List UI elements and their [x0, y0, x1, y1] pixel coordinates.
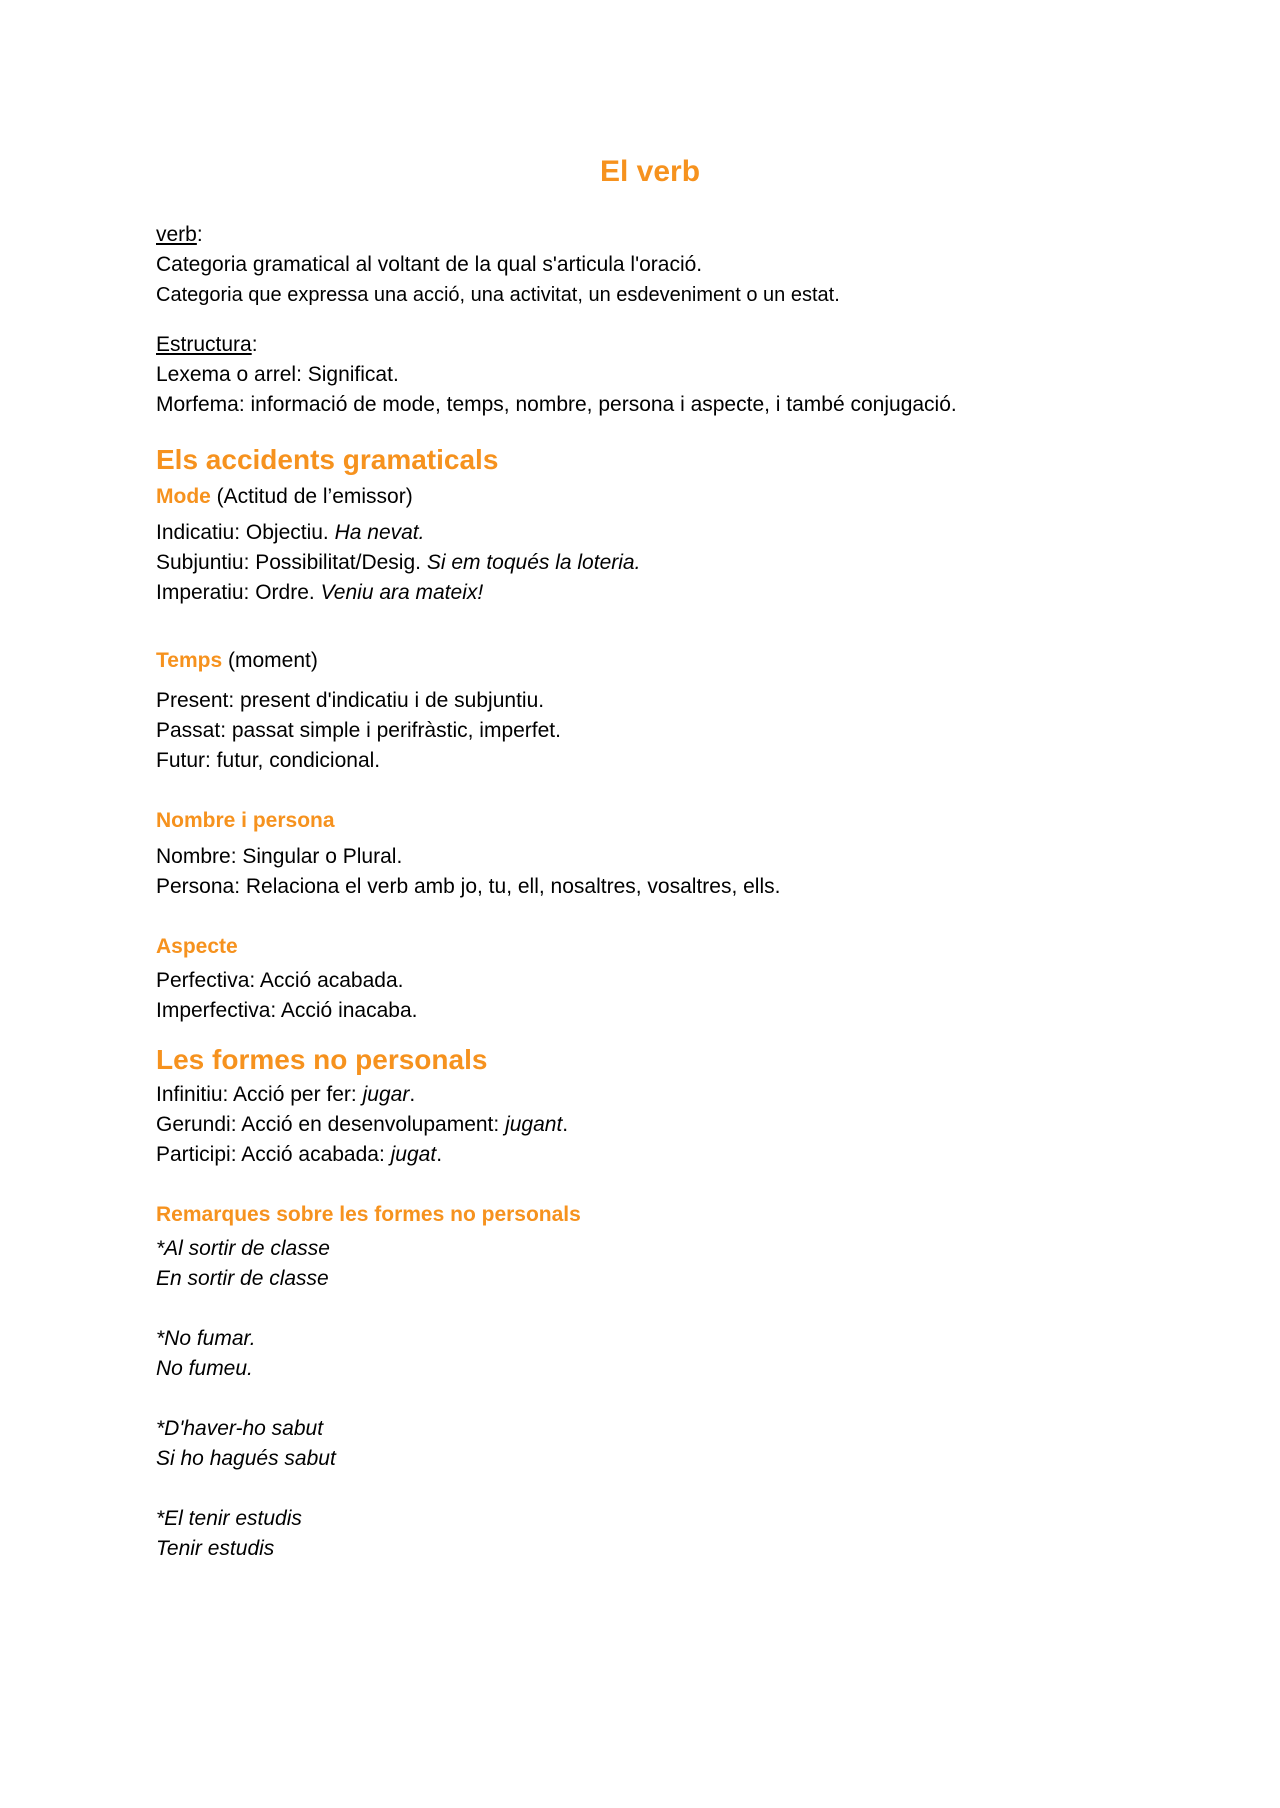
formes-item: Infinitiu: Acció per fer: jugar.: [156, 1083, 416, 1106]
formes-item: Participi: Acció acabada: jugat.: [156, 1143, 443, 1166]
mode-item: Imperatiu: Ordre. Veniu ara mateix!: [156, 581, 484, 604]
document-page: [156, 150, 1136, 1564]
aspecte-heading-line: [156, 932, 1136, 962]
aspecte-heading: Aspecte: [156, 935, 238, 958]
remark-incorrect: *Al sortir de classe: [156, 1237, 330, 1260]
nombre-heading-line: [156, 806, 1136, 836]
mode-item: Indicatiu: Objectiu. Ha nevat.: [156, 521, 425, 544]
remark-correct: En sortir de classe: [156, 1267, 329, 1290]
temps-item: Passat: passat simple i perifràstic, imperfet.: [156, 719, 561, 742]
structure-colon: :: [251, 333, 258, 356]
temps-heading: Temps: [156, 649, 223, 672]
aspecte-item: Imperfectiva: Acció inacaba.: [156, 999, 418, 1022]
nombre-heading: Nombre i persona: [156, 809, 335, 832]
formes-heading: Les formes no personals: [156, 1044, 488, 1075]
definition-colon: :: [196, 223, 203, 246]
definition-term-line: [156, 220, 1136, 250]
definition-line-2: Categoria que expressa una acció, una activitat, un esdeveniment o un estat.: [156, 284, 840, 306]
mode-item: Subjuntiu: Possibilitat/Desig. Si em toqués la loteria.: [156, 551, 641, 574]
temps-item: Futur: futur, condicional.: [156, 749, 381, 772]
temps-item: Present: present d'indicatiu i de subjuntiu.: [156, 689, 545, 712]
remarks-heading-line: [156, 1200, 1136, 1230]
temps-note: (moment): [222, 649, 318, 672]
definition-line-1: Categoria gramatical al voltant de la qual s'articula l'oració.: [156, 253, 703, 276]
aspecte-item: Perfectiva: Acció acabada.: [156, 969, 404, 992]
remark-incorrect: *El tenir estudis: [156, 1507, 302, 1530]
remarks-heading: Remarques sobre les formes no personals: [156, 1203, 581, 1226]
structure-term-line: [156, 330, 1136, 360]
remark-incorrect: *D'haver-ho sabut: [156, 1417, 324, 1440]
nombre-item: Persona: Relaciona el verb amb jo, tu, ell, nosaltres, vosaltres, ells.: [156, 875, 781, 898]
formes-item: Gerundi: Acció en desenvolupament: jugant.: [156, 1113, 569, 1136]
mode-heading-line: [156, 482, 1136, 512]
nombre-item: Nombre: Singular o Plural.: [156, 845, 403, 868]
remark-correct: Si ho hagués sabut: [156, 1447, 336, 1470]
mode-note: (Actitud de l’emissor): [210, 485, 413, 508]
definition-term: verb: [156, 223, 197, 246]
remark-incorrect: *No fumar.: [156, 1327, 256, 1350]
structure-term: Estructura: [156, 333, 252, 356]
page-title: El verb: [599, 155, 701, 188]
temps-heading-line: [156, 646, 1136, 676]
remark-correct: No fumeu.: [156, 1357, 253, 1380]
structure-line-2: Morfema: informació de mode, temps, nombre, persona i aspecte, i també conjugació.: [156, 393, 957, 416]
accidents-heading: Els accidents gramaticals: [156, 444, 499, 475]
remark-correct: Tenir estudis: [156, 1537, 275, 1560]
structure-line-1: Lexema o arrel: Significat.: [156, 363, 399, 386]
mode-heading: Mode: [156, 485, 211, 508]
